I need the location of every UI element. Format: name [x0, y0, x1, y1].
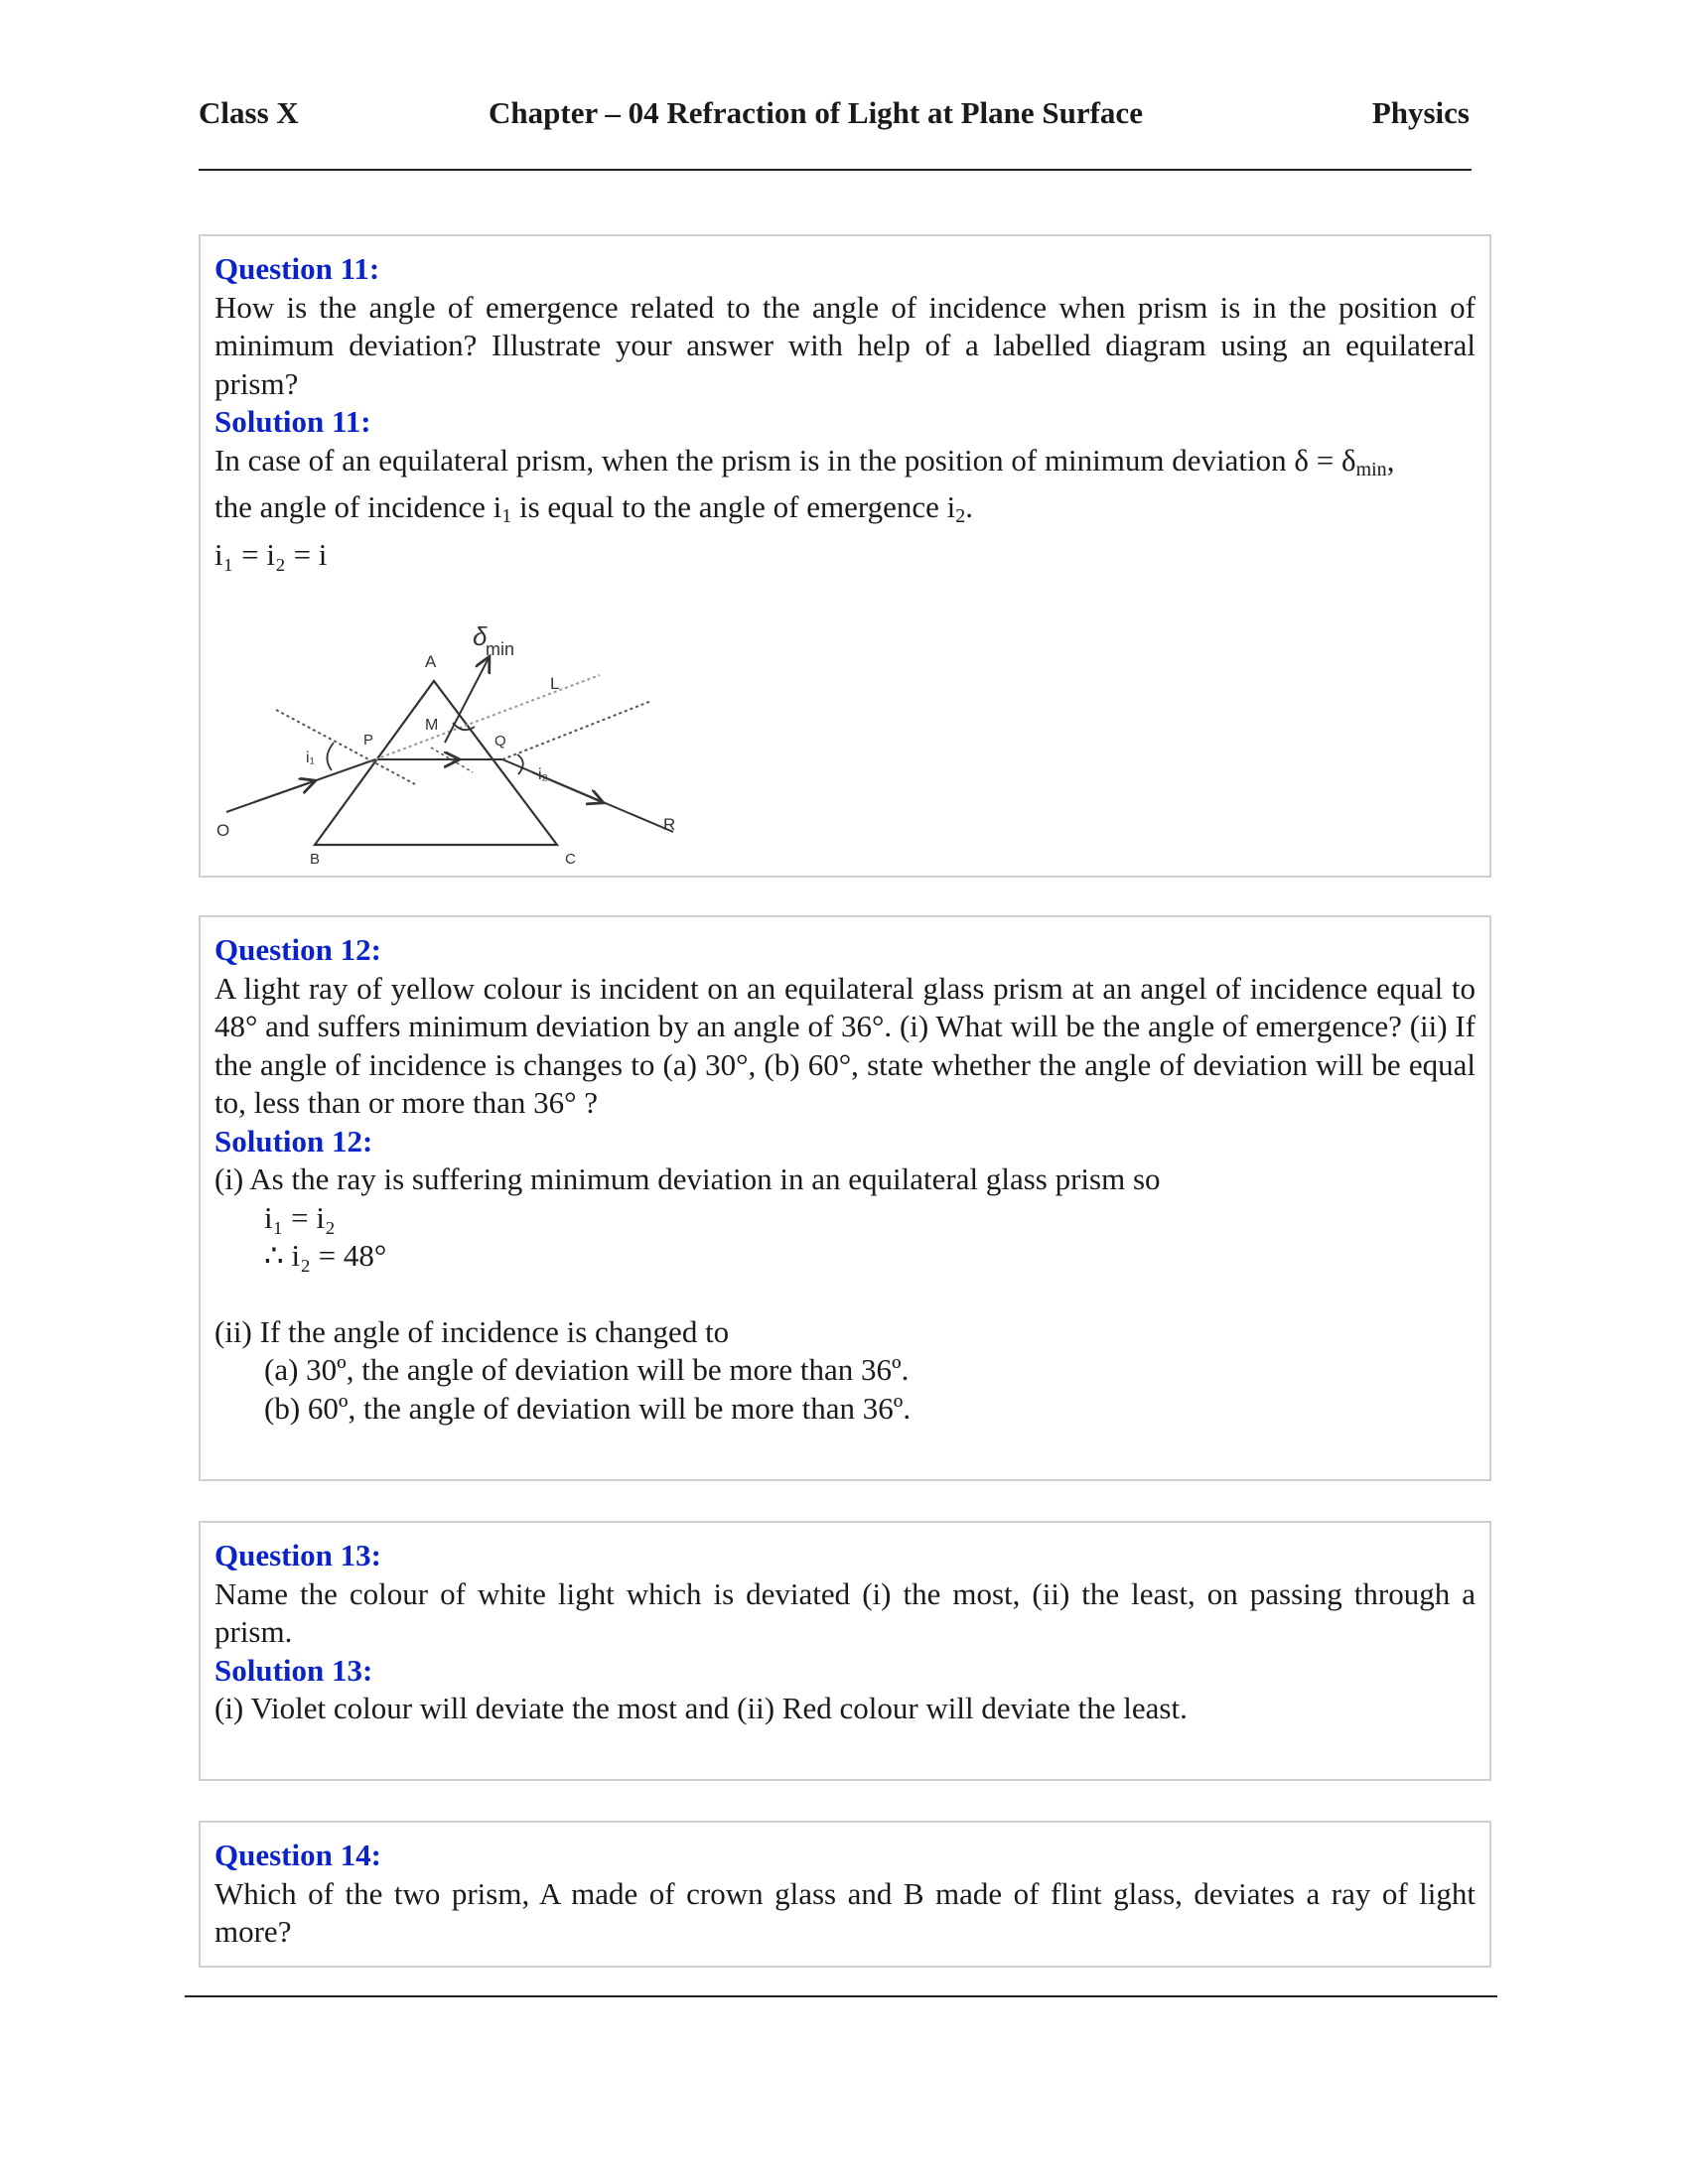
solution-11-heading: Solution 11: [214, 404, 371, 439]
question-14-text: Which of the two prism, A made of crown glass and B made of flint glass, deviates a ray of light more? [214, 1875, 1476, 1949]
question-12-heading: Question 12: [214, 932, 381, 967]
solution-12-part-ii-a: (a) 30º, the angle of deviation will be more than 36º. [264, 1352, 910, 1387]
label-i1: i₁ [306, 750, 315, 766]
question-13-heading: Question 13: [214, 1538, 381, 1572]
footer-divider [185, 1995, 1497, 1997]
solution-12-eq1: i₁ = i₂ [264, 1199, 336, 1235]
label-M: M [425, 717, 439, 734]
solution-11-line2: the angle of incidence $i_1$ is equal to the angle of emergence $i_2$. [214, 489, 973, 527]
question-14-heading: Question 14: [214, 1838, 381, 1872]
question-14-box [199, 1821, 1491, 1968]
solution-11-line1: In case of an equilateral prism, when the prism is in the position of minimum deviation $\delta = \delta_{min}$, [214, 442, 1395, 480]
solution-13-heading: Solution 13: [214, 1652, 373, 1688]
prism-diagram [214, 604, 731, 872]
question-11-text: How is the angle of emergence related to the angle of incidence when prism is in the position of minimum deviation? Illustrate your answer with help of a labelled diagram using an equilateral prism? [214, 289, 1476, 401]
label-Q: Q [494, 733, 506, 750]
label-B: B [310, 851, 321, 868]
solution-12-eq2: ∴ i₂ = 48° [264, 1238, 387, 1273]
page-header [199, 95, 1470, 145]
solution-12-part-i: (i) As the ray is suffering minimum deviation in an equilateral glass prism so [214, 1161, 1161, 1196]
solution-11-equation: i₁ = i₂ = i [214, 536, 328, 572]
solution-12-part-ii: (ii) If the angle of incidence is changed to [214, 1313, 730, 1349]
label-P: P [363, 732, 374, 749]
question-13-box [199, 1521, 1491, 1781]
question-11-heading: Question 11: [214, 251, 380, 286]
header-divider [199, 169, 1472, 171]
label-L: L [550, 674, 560, 693]
solution-12-heading: Solution 12: [214, 1123, 373, 1159]
label-i2: i₂ [538, 766, 548, 783]
question-12-text: A light ray of yellow colour is incident on an equilateral glass prism at an angel of incidence equal to 48° and suffers minimum deviation by an angle of 36°. (i) What will be the angle of emergence? (ii) If the angle of incidence is changes to (a) 30°, (b) 60°, state whether the angle of deviation will be equal to, less than or more than 36° ? [214, 970, 1476, 1120]
question-13-text: Name the colour of white light which is deviated (i) the most, (ii) the least, on passing through a prism. [214, 1575, 1476, 1649]
label-R: R [663, 815, 676, 834]
label-O: O [216, 821, 230, 840]
label-delta-sub: min [486, 639, 515, 659]
question-11-box [199, 234, 1491, 878]
label-C: C [565, 851, 576, 868]
chapter-title: Chapter – 04 Refraction of Light at Plane Surface [489, 95, 1143, 130]
solution-12-part-ii-b: (b) 60º, the angle of deviation will be more than 36º. [264, 1390, 912, 1426]
spacer [214, 1276, 1476, 1313]
question-12-box [199, 915, 1491, 1481]
label-delta: δ [473, 621, 488, 651]
solution-13-text: (i) Violet colour will deviate the most and (ii) Red colour will deviate the least. [214, 1691, 1188, 1725]
label-A: A [425, 652, 437, 671]
class-label: Class X [199, 95, 299, 130]
subject-label: Physics [1371, 95, 1470, 130]
